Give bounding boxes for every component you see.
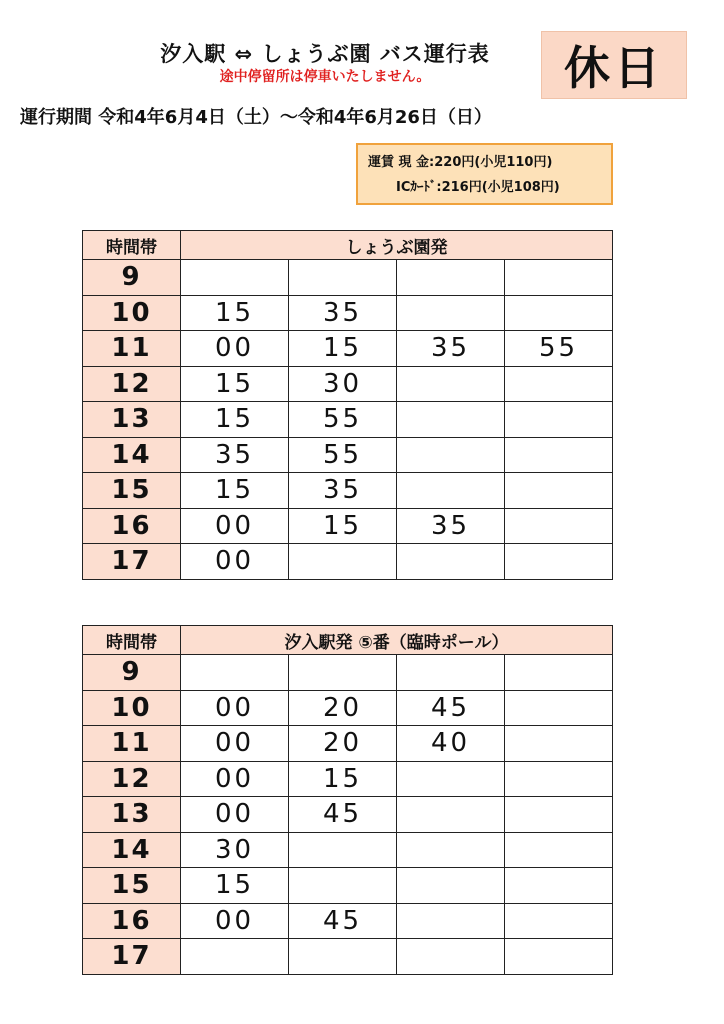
departure-minute-cell: 00 bbox=[181, 726, 289, 762]
hour-cell: 9 bbox=[83, 655, 181, 691]
departure-minute-cell: 45 bbox=[289, 903, 397, 939]
hour-cell: 11 bbox=[83, 726, 181, 762]
departure-minute-cell: 00 bbox=[181, 690, 289, 726]
hour-cell: 12 bbox=[83, 761, 181, 797]
departure-minute-cell: 20 bbox=[289, 690, 397, 726]
hour-cell: 10 bbox=[83, 295, 181, 331]
departure-minute-cell bbox=[181, 655, 289, 691]
departure-minute-cell: 35 bbox=[289, 473, 397, 509]
table-row bbox=[83, 726, 613, 762]
departure-minute-cell: 55 bbox=[505, 331, 613, 367]
hour-cell: 14 bbox=[83, 437, 181, 473]
table-row bbox=[83, 402, 613, 438]
departure-minute-cell: 15 bbox=[181, 295, 289, 331]
hour-cell: 16 bbox=[83, 903, 181, 939]
hour-cell: 13 bbox=[83, 797, 181, 833]
departure-minute-cell bbox=[289, 832, 397, 868]
hour-cell: 15 bbox=[83, 868, 181, 904]
departure-minute-cell bbox=[397, 903, 505, 939]
departure-minute-cell bbox=[505, 726, 613, 762]
hour-cell: 10 bbox=[83, 690, 181, 726]
departure-minute-cell bbox=[397, 655, 505, 691]
departure-minute-cell bbox=[505, 437, 613, 473]
hour-cell: 17 bbox=[83, 544, 181, 580]
departure-minute-cell bbox=[397, 868, 505, 904]
departure-minute-cell bbox=[181, 260, 289, 296]
departure-minute-cell bbox=[505, 295, 613, 331]
departure-minute-cell: 35 bbox=[289, 295, 397, 331]
fare-cash: 運賃 現 金:220円(小児110円) bbox=[368, 155, 553, 170]
departure-minute-cell bbox=[397, 437, 505, 473]
departure-minute-cell: 35 bbox=[397, 331, 505, 367]
hour-column-header: 時間帯 bbox=[83, 231, 181, 260]
timetable-shobuen-departures bbox=[82, 230, 613, 580]
table-row bbox=[83, 295, 613, 331]
departure-minute-cell bbox=[397, 939, 505, 975]
departure-minute-cell bbox=[505, 868, 613, 904]
departure-minute-cell bbox=[397, 797, 505, 833]
hour-cell: 17 bbox=[83, 939, 181, 975]
departure-minute-cell: 15 bbox=[181, 402, 289, 438]
departure-minute-cell bbox=[505, 939, 613, 975]
departure-minute-cell: 15 bbox=[181, 868, 289, 904]
page-title: 汐入駅 ⇔ しょうぶ園 バス運行表 bbox=[160, 42, 490, 66]
table-row bbox=[83, 437, 613, 473]
hour-cell: 16 bbox=[83, 508, 181, 544]
table-row bbox=[83, 903, 613, 939]
table-row bbox=[83, 868, 613, 904]
departure-minute-cell: 00 bbox=[181, 903, 289, 939]
departure-minute-cell: 15 bbox=[181, 473, 289, 509]
departure-minute-cell bbox=[505, 544, 613, 580]
fare-ic-card: ICｶｰﾄﾞ:216円(小児108円) bbox=[396, 180, 560, 195]
departure-minute-cell: 35 bbox=[181, 437, 289, 473]
holiday-badge: 休日 bbox=[541, 31, 687, 99]
departure-minute-cell bbox=[505, 260, 613, 296]
hour-cell: 9 bbox=[83, 260, 181, 296]
hour-column-header: 時間帯 bbox=[83, 626, 181, 655]
departure-minute-cell: 30 bbox=[181, 832, 289, 868]
service-period: 運行期間 令和4年6月4日（土）～令和4年6月26日（日） bbox=[20, 107, 492, 128]
departure-minute-cell bbox=[289, 544, 397, 580]
departure-minute-cell: 45 bbox=[289, 797, 397, 833]
table-row bbox=[83, 797, 613, 833]
departure-minute-cell: 00 bbox=[181, 761, 289, 797]
hour-cell: 15 bbox=[83, 473, 181, 509]
departure-minute-cell: 00 bbox=[181, 331, 289, 367]
departure-minute-cell bbox=[289, 260, 397, 296]
departure-minute-cell: 20 bbox=[289, 726, 397, 762]
table-title: しょうぶ園発 bbox=[181, 231, 613, 260]
table-row bbox=[83, 366, 613, 402]
departure-minute-cell: 55 bbox=[289, 437, 397, 473]
table-row bbox=[83, 473, 613, 509]
table-row bbox=[83, 761, 613, 797]
departure-minute-cell: 55 bbox=[289, 402, 397, 438]
departure-minute-cell bbox=[397, 366, 505, 402]
departure-minute-cell bbox=[505, 402, 613, 438]
departure-minute-cell bbox=[505, 473, 613, 509]
departure-minute-cell bbox=[505, 903, 613, 939]
departure-minute-cell: 00 bbox=[181, 797, 289, 833]
hour-cell: 13 bbox=[83, 402, 181, 438]
departure-minute-cell bbox=[397, 473, 505, 509]
table-row bbox=[83, 655, 613, 691]
departure-minute-cell: 00 bbox=[181, 508, 289, 544]
departure-minute-cell: 15 bbox=[289, 761, 397, 797]
departure-minute-cell: 40 bbox=[397, 726, 505, 762]
hour-cell: 11 bbox=[83, 331, 181, 367]
departure-minute-cell bbox=[397, 260, 505, 296]
departure-minute-cell bbox=[505, 655, 613, 691]
departure-minute-cell bbox=[505, 508, 613, 544]
departure-minute-cell bbox=[505, 690, 613, 726]
departure-minute-cell: 45 bbox=[397, 690, 505, 726]
timetable-shioiri-departures bbox=[82, 625, 613, 975]
departure-minute-cell bbox=[181, 939, 289, 975]
table-row bbox=[83, 939, 613, 975]
departure-minute-cell bbox=[397, 832, 505, 868]
departure-minute-cell bbox=[289, 868, 397, 904]
departure-minute-cell bbox=[397, 544, 505, 580]
hour-cell: 12 bbox=[83, 366, 181, 402]
departure-minute-cell bbox=[505, 832, 613, 868]
table-row bbox=[83, 832, 613, 868]
departure-minute-cell bbox=[289, 939, 397, 975]
departure-minute-cell bbox=[397, 295, 505, 331]
no-stop-notice: 途中停留所は停車いたしません。 bbox=[219, 69, 431, 85]
table-title: 汐入駅発 ⑤番（臨時ポール） bbox=[181, 626, 613, 655]
table-row bbox=[83, 260, 613, 296]
table-row bbox=[83, 544, 613, 580]
table-row bbox=[83, 331, 613, 367]
departure-minute-cell bbox=[397, 402, 505, 438]
table-row bbox=[83, 690, 613, 726]
departure-minute-cell bbox=[505, 761, 613, 797]
table-row bbox=[83, 508, 613, 544]
hour-cell: 14 bbox=[83, 832, 181, 868]
departure-minute-cell bbox=[505, 797, 613, 833]
departure-minute-cell: 15 bbox=[289, 508, 397, 544]
departure-minute-cell: 15 bbox=[181, 366, 289, 402]
departure-minute-cell bbox=[289, 655, 397, 691]
departure-minute-cell: 35 bbox=[397, 508, 505, 544]
departure-minute-cell: 00 bbox=[181, 544, 289, 580]
departure-minute-cell bbox=[505, 366, 613, 402]
departure-minute-cell: 15 bbox=[289, 331, 397, 367]
departure-minute-cell: 30 bbox=[289, 366, 397, 402]
fare-box bbox=[356, 143, 613, 205]
departure-minute-cell bbox=[397, 761, 505, 797]
